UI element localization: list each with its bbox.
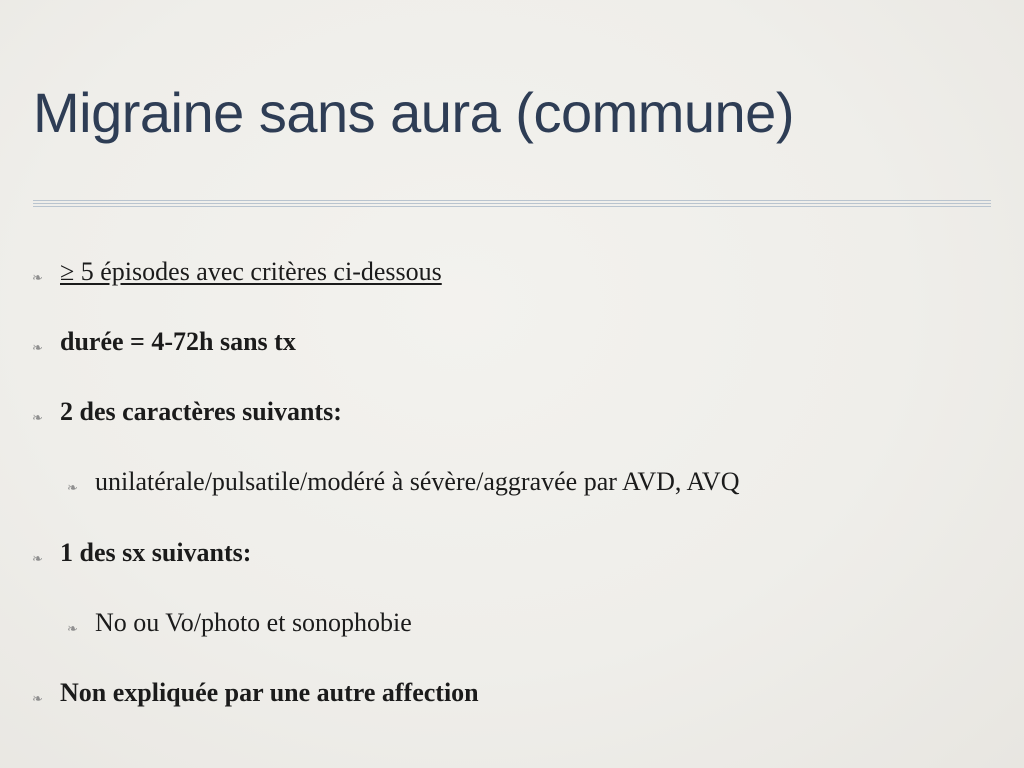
leaf-flourish-icon: ❧ [32,552,43,567]
bullet-text: ≥ 5 épisodes avec critères ci-dessous [60,257,442,286]
slide-title: Migraine sans aura (commune) [33,81,794,144]
bullet-text: 2 des caractères suivants: [60,397,342,426]
title-divider-line [33,203,991,204]
leaf-flourish-icon: ❧ [32,411,43,426]
bullet-text: 1 des sx suivants: [60,538,252,567]
title-divider-line [33,206,991,207]
leaf-flourish-icon: ❧ [67,481,78,496]
sub-bullet-item [67,466,739,503]
bullet-text: durée = 4-72h sans tx [60,327,296,356]
leaf-flourish-icon: ❧ [32,341,43,356]
bullet-text: unilatérale/pulsatile/modéré à sévère/aggravée par AVD, AVQ [95,467,740,496]
bullet-text: Non expliquée par une autre affection [60,678,479,707]
bullet-item [32,537,251,574]
bullet-item [32,396,342,433]
sub-bullet-item [67,607,412,644]
leaf-flourish-icon: ❧ [67,622,78,637]
leaf-flourish-icon: ❧ [32,692,43,707]
bullet-item [32,677,479,714]
bullet-item [32,326,296,363]
leaf-flourish-icon: ❧ [32,271,43,286]
bullet-item [32,256,442,293]
title-divider-line [33,200,991,201]
bullet-text: No ou Vo/photo et sonophobie [95,608,412,637]
